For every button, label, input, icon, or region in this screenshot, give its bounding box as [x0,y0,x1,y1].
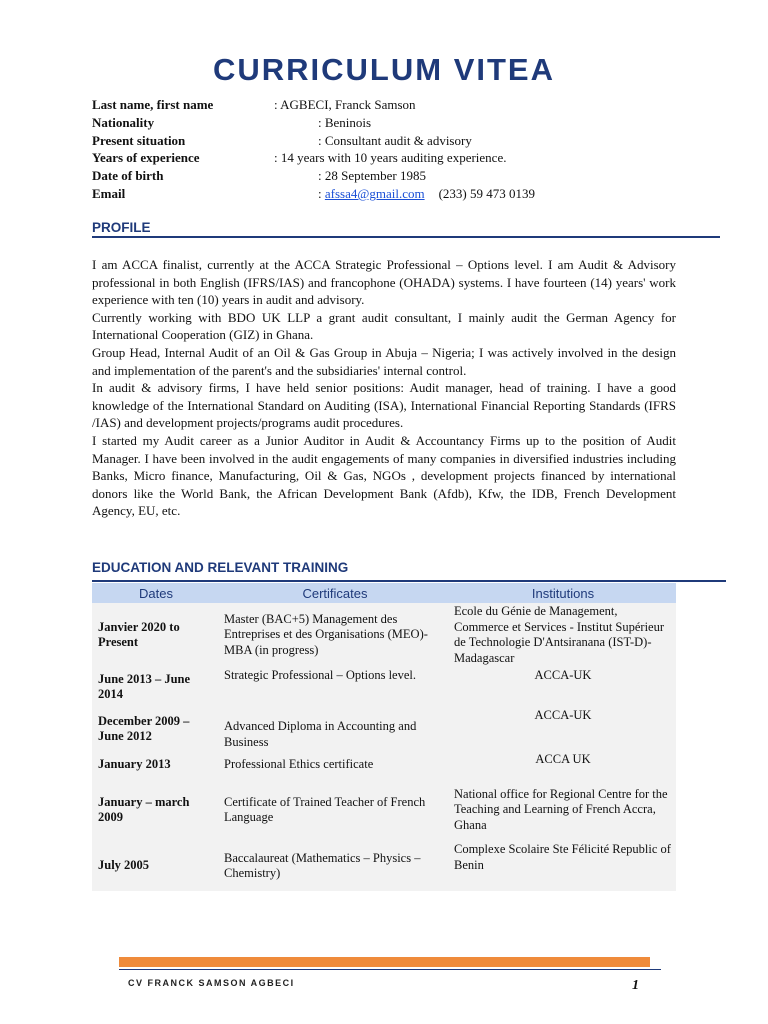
cell-date: July 2005 [92,841,220,891]
cell-certificate: Advanced Diploma in Accounting and Business [220,707,450,751]
info-value: : AGBECI, Franck Samson [274,97,416,112]
cell-date: June 2013 – June 2014 [92,667,220,707]
info-label: Date of birth [92,168,164,184]
info-value: : 14 years with 10 years auditing experience. [274,150,507,166]
profile-paragraph: Group Head, Internal Audit of an Oil & Gas Group in Abuja – Nigeria; I was actively involved in the design and implementation of the parent's and the subsidiaries' internal control. [92,344,676,378]
info-row-nationality [92,114,692,132]
footer-bar [119,957,650,967]
education-rule [92,580,726,582]
cell-date: December 2009 – June 2012 [92,707,220,751]
info-value: : Consultant audit & advisory [318,132,472,148]
profile-paragraph: In audit & advisory firms, I have held senior positions: Audit manager, head of training. I have a good knowledge of the International Standard on Auditing (ISA), International Financial Reporting Standards (IFRS /IAS) and development projects/programs audit procedures. [92,380,676,431]
education-heading: EDUCATION AND RELEVANT TRAINING [92,560,349,575]
cell-certificate: Master (BAC+5) Management des Entreprises et des Organisations (MEO)- MBA (in progress) [220,603,450,667]
cell-certificate: Professional Ethics certificate [220,751,450,779]
column-header-institutions: Institutions [450,583,676,603]
info-label: Years of experience [92,150,200,166]
page-number: 1 [632,978,639,993]
table-row [92,707,676,751]
profile-paragraph: I am ACCA finalist, currently at the ACCA Strategic Professional – Options level. I am Audit & Advisory professional in both English (IFRS/IAS) and francophone (OHADA) systems. I have fourteen (14) years' work experience with ten (10) years in audit and advisory. [92,257,676,308]
document-title: CURRICULUM VITEA [213,52,555,87]
table-row [92,841,676,891]
info-row-birth [92,167,692,185]
profile-rule [92,236,720,238]
info-row-name [92,96,692,114]
info-label: Nationality [92,114,155,130]
cell-institution: ACCA UK [450,751,676,779]
table-header-row [92,583,676,603]
info-value [318,185,535,203]
cell-certificate: Certificate of Trained Teacher of French Language [220,779,450,841]
profile-paragraph: Currently working with BDO UK LLP a grant audit consultant, I mainly audit the German Agency for International Cooperation (GIZ) in Ghana. [92,309,676,343]
profile-paragraph: I started my Audit career as a Junior Auditor in Audit & Accountancy Firms up to the position of Audit Manager. I have been involved in the audit engagements of many companies in diversified industries including Banks, Micro finance, Manufacturing, Oil & Gas, NGOs , development projects financed by international donors like the World Bank, the African Development Bank (Afdb), Kfw, the IDB, French Development Agency, EU, etc. [92,432,676,519]
cell-certificate: Baccalaureat (Mathematics – Physics – Chemistry) [220,841,450,891]
personal-info [92,96,692,203]
phone-number: (233) 59 473 0139 [438,185,535,201]
cell-institution: ACCA-UK [450,667,676,707]
info-row-email [92,185,692,203]
cell-date: January – march 2009 [92,779,220,841]
email-link[interactable]: afssa4@gmail.com [324,185,425,201]
cell-certificate: Strategic Professional – Options level. [220,667,450,707]
cell-date: Janvier 2020 to Present [92,603,220,667]
cell-institution: Complexe Scolaire Ste Félicité Republic of Benin [450,841,676,891]
info-row-situation [92,132,692,150]
table-row [92,751,676,779]
info-label: Present situation [92,132,186,148]
info-label: Last name, first name [92,97,214,112]
footer-rule [119,969,661,970]
table-row [92,779,676,841]
education-table [92,583,676,891]
profile-heading: PROFILE [92,220,151,235]
table-row [92,603,676,667]
info-label: Email [92,185,126,201]
column-header-certificates: Certificates [220,583,450,603]
cell-institution: National office for Regional Centre for the Teaching and Learning of French Accra, Ghana [450,779,676,841]
footer-text: CV FRANCK SAMSON AGBECI [128,978,295,988]
info-value: : 28 September 1985 [318,168,426,184]
table-row [92,667,676,707]
info-value: : Beninois [318,114,372,130]
column-header-dates: Dates [92,583,220,603]
cell-date: January 2013 [92,751,220,779]
profile-text [92,256,676,520]
cell-institution: Ecole du Génie de Management, Commerce et Services - Institut Supérieur de Technologie D'Antsiranana (IST-D)- Madagascar [450,603,676,667]
email-prefix: : [318,185,325,201]
info-row-experience [92,149,692,167]
cell-institution: ACCA-UK [450,707,676,751]
